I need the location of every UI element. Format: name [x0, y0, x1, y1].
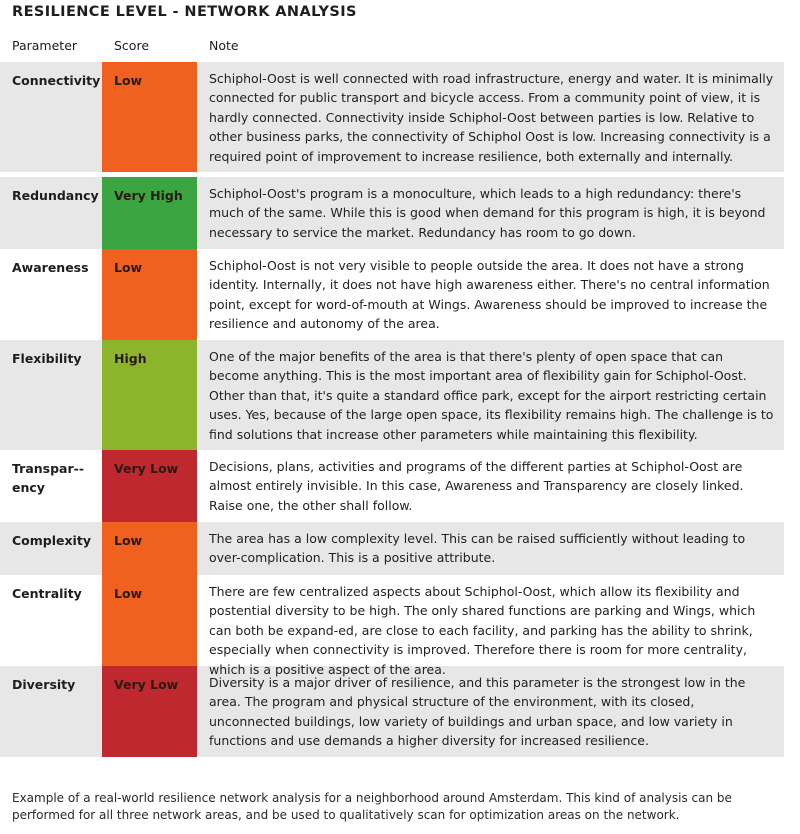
parameter-cell: Connectivity — [12, 73, 101, 88]
resilience-table — [0, 62, 784, 757]
parameter-cell: Complexity — [12, 533, 91, 548]
figure-caption: Example of a real-world resilience network analysis for a neighborhood around Amsterdam. This kind of analysis can be performed for all three network areas, and be used to qualitatively scan for optimization areas on the network. — [12, 791, 732, 822]
parameter-cell: Centrality — [12, 586, 82, 601]
score-cell: Low — [102, 522, 197, 575]
score-cell: Very Low — [102, 666, 197, 757]
note-cell: Diversity is a major driver of resilience, and this parameter is the strongest low in the area. The program and physical structure of the environment, with its closed, unconnected buildings, low variety of buildings and urban space, and low variety in functions and use demands a higher diversity for increased resilience. — [209, 675, 746, 749]
note-cell: The area has a low complexity level. This can be raised sufficiently without leading to over-complication. This is a positive attribute. — [209, 531, 746, 566]
header-note: Note — [209, 38, 239, 53]
header-parameter: Parameter — [12, 38, 78, 53]
header-score: Score — [114, 38, 150, 53]
table-row — [0, 249, 784, 340]
table-row — [0, 340, 784, 450]
note-cell: Decisions, plans, activities and programs of the different parties at Schiphol-Oost are almost entirely invisible. In this case, Awareness and Transparency are closely linked. Raise one, the other shall follow. — [209, 459, 744, 513]
parameter-cell: Diversity — [12, 677, 76, 692]
note-cell: One of the major benefits of the area is that there's plenty of open space that can become anything. This is the most important area of flexibility gain for Schiphol-Oost. Other than that, it's quite a standard office park, except for the airport restricting certain uses. Yes, because of the large open space, its flexibility remains high. The challenge is to find solutions that increase other parameters while maintaining this flexibility. — [209, 349, 774, 442]
note-cell: Schiphol-Oost is not very visible to people outside the area. It does not have a strong identity. Internally, it does not have high awareness either. There's no central information point, except for word-of-mouth at Wings. Awareness should be improved to increase the resilience and autonomy of the area. — [209, 258, 770, 332]
table-row — [0, 450, 784, 522]
note-cell: Schiphol-Oost's program is a monoculture, which leads to a high redundancy: there's much of the same. While this is good when demand for this program is high, it is beyond necessary to service the market. Redundancy has room to go down. — [209, 186, 766, 240]
table-title: RESILIENCE LEVEL - NETWORK ANALYSIS — [12, 4, 357, 20]
table-row — [0, 666, 784, 757]
parameter-cell: Flexibility — [12, 351, 82, 366]
score-cell: Low — [102, 575, 197, 666]
parameter-cell: Awareness — [12, 260, 89, 275]
note-cell: There are few centralized aspects about Schiphol-Oost, which allow its flexibility and postential diversity to be high. The only shared functions are parking and Wings, which can both be expand-ed, are close to each facility, and parking has the ability to shrink, especially when connectivity is improved. Therefore there is room for more centrality, which is a positive aspect of the area. — [209, 584, 756, 677]
score-cell: Very High — [102, 177, 197, 249]
table-row — [0, 177, 784, 249]
table-row — [0, 575, 784, 677]
score-cell: High — [102, 340, 197, 450]
score-cell: Low — [102, 249, 197, 340]
parameter-cell: Redundancy — [12, 188, 99, 203]
score-cell: Very Low — [102, 450, 197, 522]
score-cell: Low — [102, 62, 197, 172]
note-cell: Schiphol-Oost is well connected with road infrastructure, energy and water. It is minimally connected for public transport and bicycle access. From a community point of view, it is hardly connected. Connectivity inside Schiphol-Oost between parties is low. Relative to other business parks, the connectivity of Schiphol Oost is low. Increasing connectivity is a required point of improvement to increase resilience, both externally and internally. — [209, 71, 774, 164]
table-row — [0, 522, 784, 575]
parameter-cell: Transpar-ency — [12, 461, 85, 496]
table-row — [0, 62, 784, 172]
